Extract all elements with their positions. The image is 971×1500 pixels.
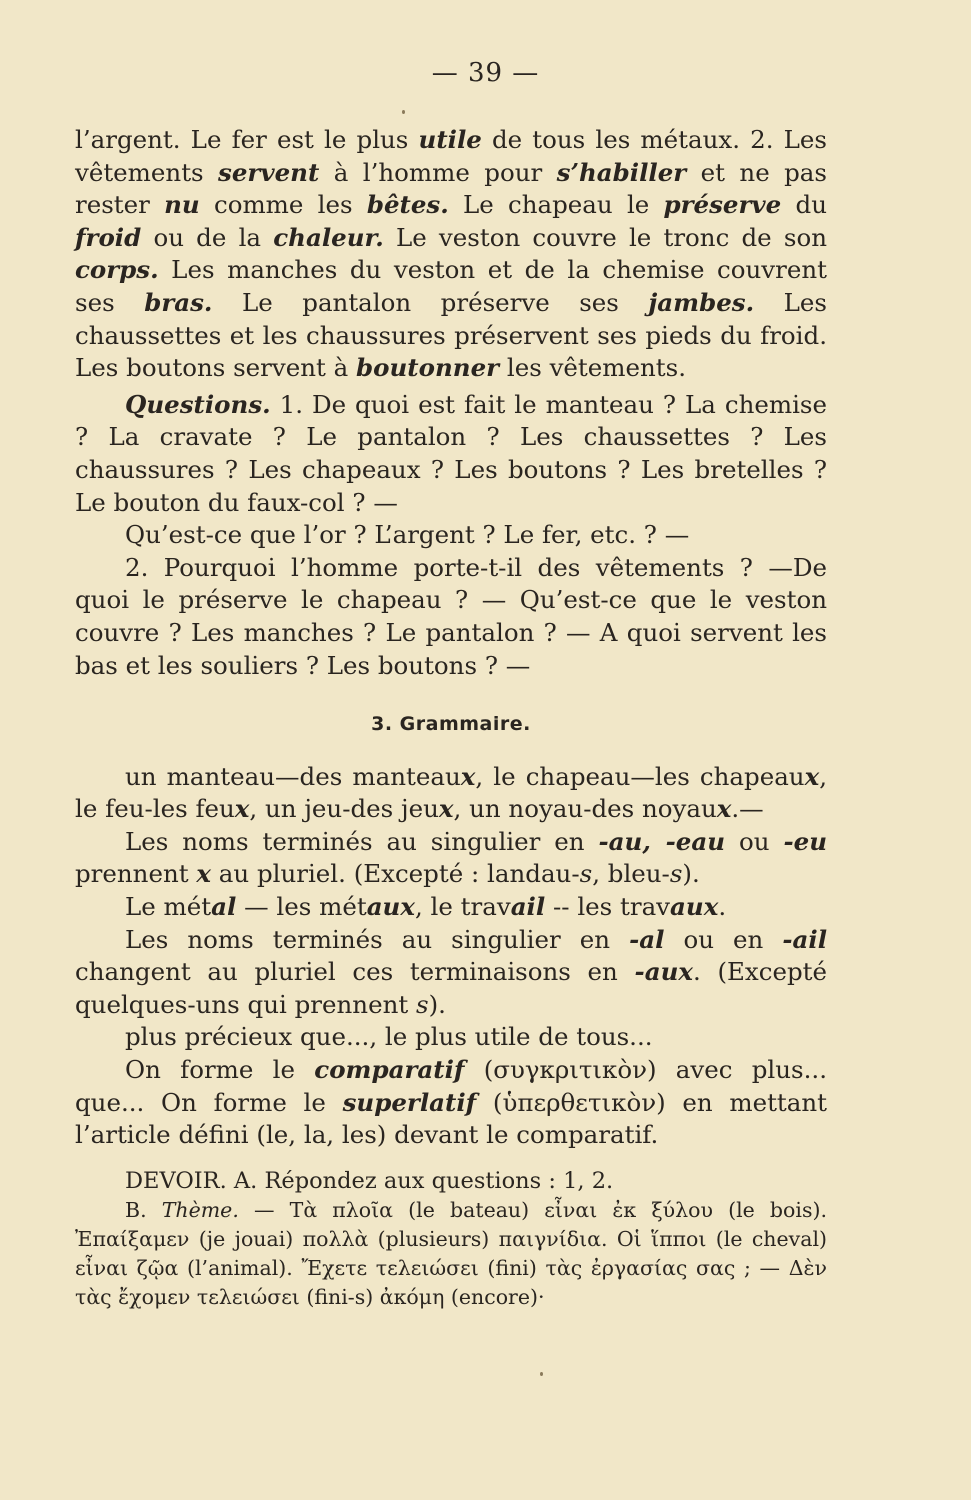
- grammar-example-2: Le métal — les métaux, le travail -- les travaux.: [125, 892, 727, 922]
- section-heading: 3. Grammaire.: [371, 713, 531, 736]
- questions-paragraph-2: 2. Pourquoi l’homme porte-t-il des vêtements ? —De quoi le préserve le chapeau ? — Qu’est-ce que le veston couvre ? Les manches ? Le pantalon ? — A quoi servent les bas et les souliers ? Les boutons ? —: [75, 552, 827, 680]
- questions-label: Questions.: [125, 389, 271, 419]
- grammar-example-1: un manteau—des manteaux, le chapeau—les chapeaux, le feu-les feux, un jeu-des jeux, un noyau-des noyaux.—: [75, 761, 827, 824]
- questions-line: Qu’est-ce que l’or ? L’argent ? Le fer, etc. ? —: [125, 520, 690, 550]
- grammar-example-3: plus précieux que..., le plus utile de tous...: [125, 1022, 653, 1052]
- ink-speck: [402, 110, 405, 114]
- page-body: [75, 124, 827, 1312]
- page-number: — 39 —: [431, 58, 540, 88]
- devoir-b: B. Thème. — Τὰ πλοῖα (le bateau) εἶναι ἐκ ξύλου (le bois). Ἐπαίξαμεν (je jouai) πολλὰ (plusieurs) παιγνίδια. Οἱ ἵπποι (le cheval) εἶναι ζῷα (l’animal). Ἔχετε τελειώσει (fini) τὰς ἐργασίας σας ; — Δὲν τὰς ἔχομεν τελειώσει (fini-s) ἀκόμη (encore)·: [75, 1197, 827, 1309]
- paragraph-vetements: l’argent. Le fer est le plus utile de tous les métaux. 2. Les vêtements servent à l’homme pour s’habiller et ne pas rester nu comme les bêtes. Le chapeau le préserve du froid ou de la chaleur. Le veston couvre le tronc de son corps. Les manches du veston et de la chemise couvrent ses bras. Le pantalon préserve ses jambes. Les chaussettes et les chaussures préservent ses pieds du froid. Les boutons servent à boutonner les vêtements.: [75, 125, 827, 383]
- grammar-rule-2: Les noms terminés au singulier en -al ou en -ail changent au pluriel ces terminaisons en -aux. (Excepté quelques-uns qui prennent s).: [75, 924, 828, 1019]
- grammar-rule-1: Les noms terminés au singulier en -au, -eau ou -eu prennent x au pluriel. (Excepté : landau-s, bleu-s).: [75, 826, 828, 889]
- theme-label: Thème.: [161, 1197, 239, 1222]
- grammar-rule-3: On forme le comparatif (συγκριτικὸν) avec plus... que... On forme le superlatif (ὑπερθετικὸν) en mettant l’article défini (le, la, les) devant le comparatif.: [75, 1055, 827, 1150]
- questions-paragraph: Questions. 1. De quoi est fait le manteau ? La chemise ? La cravate ? Le pantalon ? Les chaussettes ? Les chaussures ? Les chapeaux ? Les boutons ? Les bretelles ? Le bouton du faux-col ? —: [75, 389, 827, 517]
- ink-speck: [540, 1372, 543, 1376]
- devoir-a: DEVOIR. A. Répondez aux questions : 1, 2.: [125, 1167, 614, 1194]
